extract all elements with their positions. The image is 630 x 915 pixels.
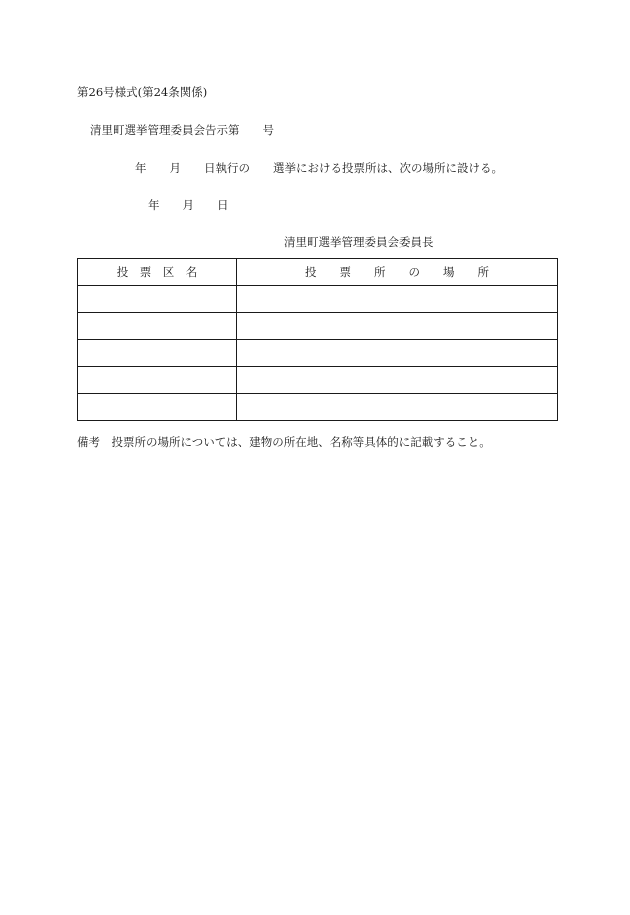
notice-title: 清里町選挙管理委員会告示第 号 bbox=[90, 123, 274, 137]
notice-date: 年 月 日 bbox=[148, 198, 229, 212]
table-row bbox=[78, 286, 558, 313]
header-polling-place-location-label: 投 票 所 の 場 所 bbox=[305, 265, 489, 279]
polling-place-cell bbox=[237, 286, 558, 313]
header-district-name bbox=[78, 259, 237, 286]
signatory-title: 清里町選挙管理委員会委員長 bbox=[284, 235, 434, 249]
table-header-row bbox=[78, 259, 558, 286]
district-name-cell bbox=[78, 340, 237, 367]
table-row bbox=[78, 367, 558, 394]
district-name-cell bbox=[78, 313, 237, 340]
table-row bbox=[78, 340, 558, 367]
polling-place-cell bbox=[237, 340, 558, 367]
polling-place-cell bbox=[237, 313, 558, 340]
form-number: 第26号様式(第24条関係) bbox=[77, 85, 208, 99]
district-name-cell bbox=[78, 394, 237, 421]
polling-place-table bbox=[77, 258, 558, 421]
header-polling-place-location bbox=[237, 259, 558, 286]
polling-place-cell bbox=[237, 394, 558, 421]
district-name-cell bbox=[78, 367, 237, 394]
header-district-name-label: 投 票 区 名 bbox=[116, 265, 198, 279]
district-name-cell bbox=[78, 286, 237, 313]
table-row bbox=[78, 313, 558, 340]
notice-body: 年 月 日執行の 選挙における投票所は、次の場所に設ける。 bbox=[135, 161, 503, 175]
polling-place-cell bbox=[237, 367, 558, 394]
table-row bbox=[78, 394, 558, 421]
remark-note: 備考 投票所の場所については、建物の所在地、名称等具体的に記載すること。 bbox=[77, 435, 491, 449]
